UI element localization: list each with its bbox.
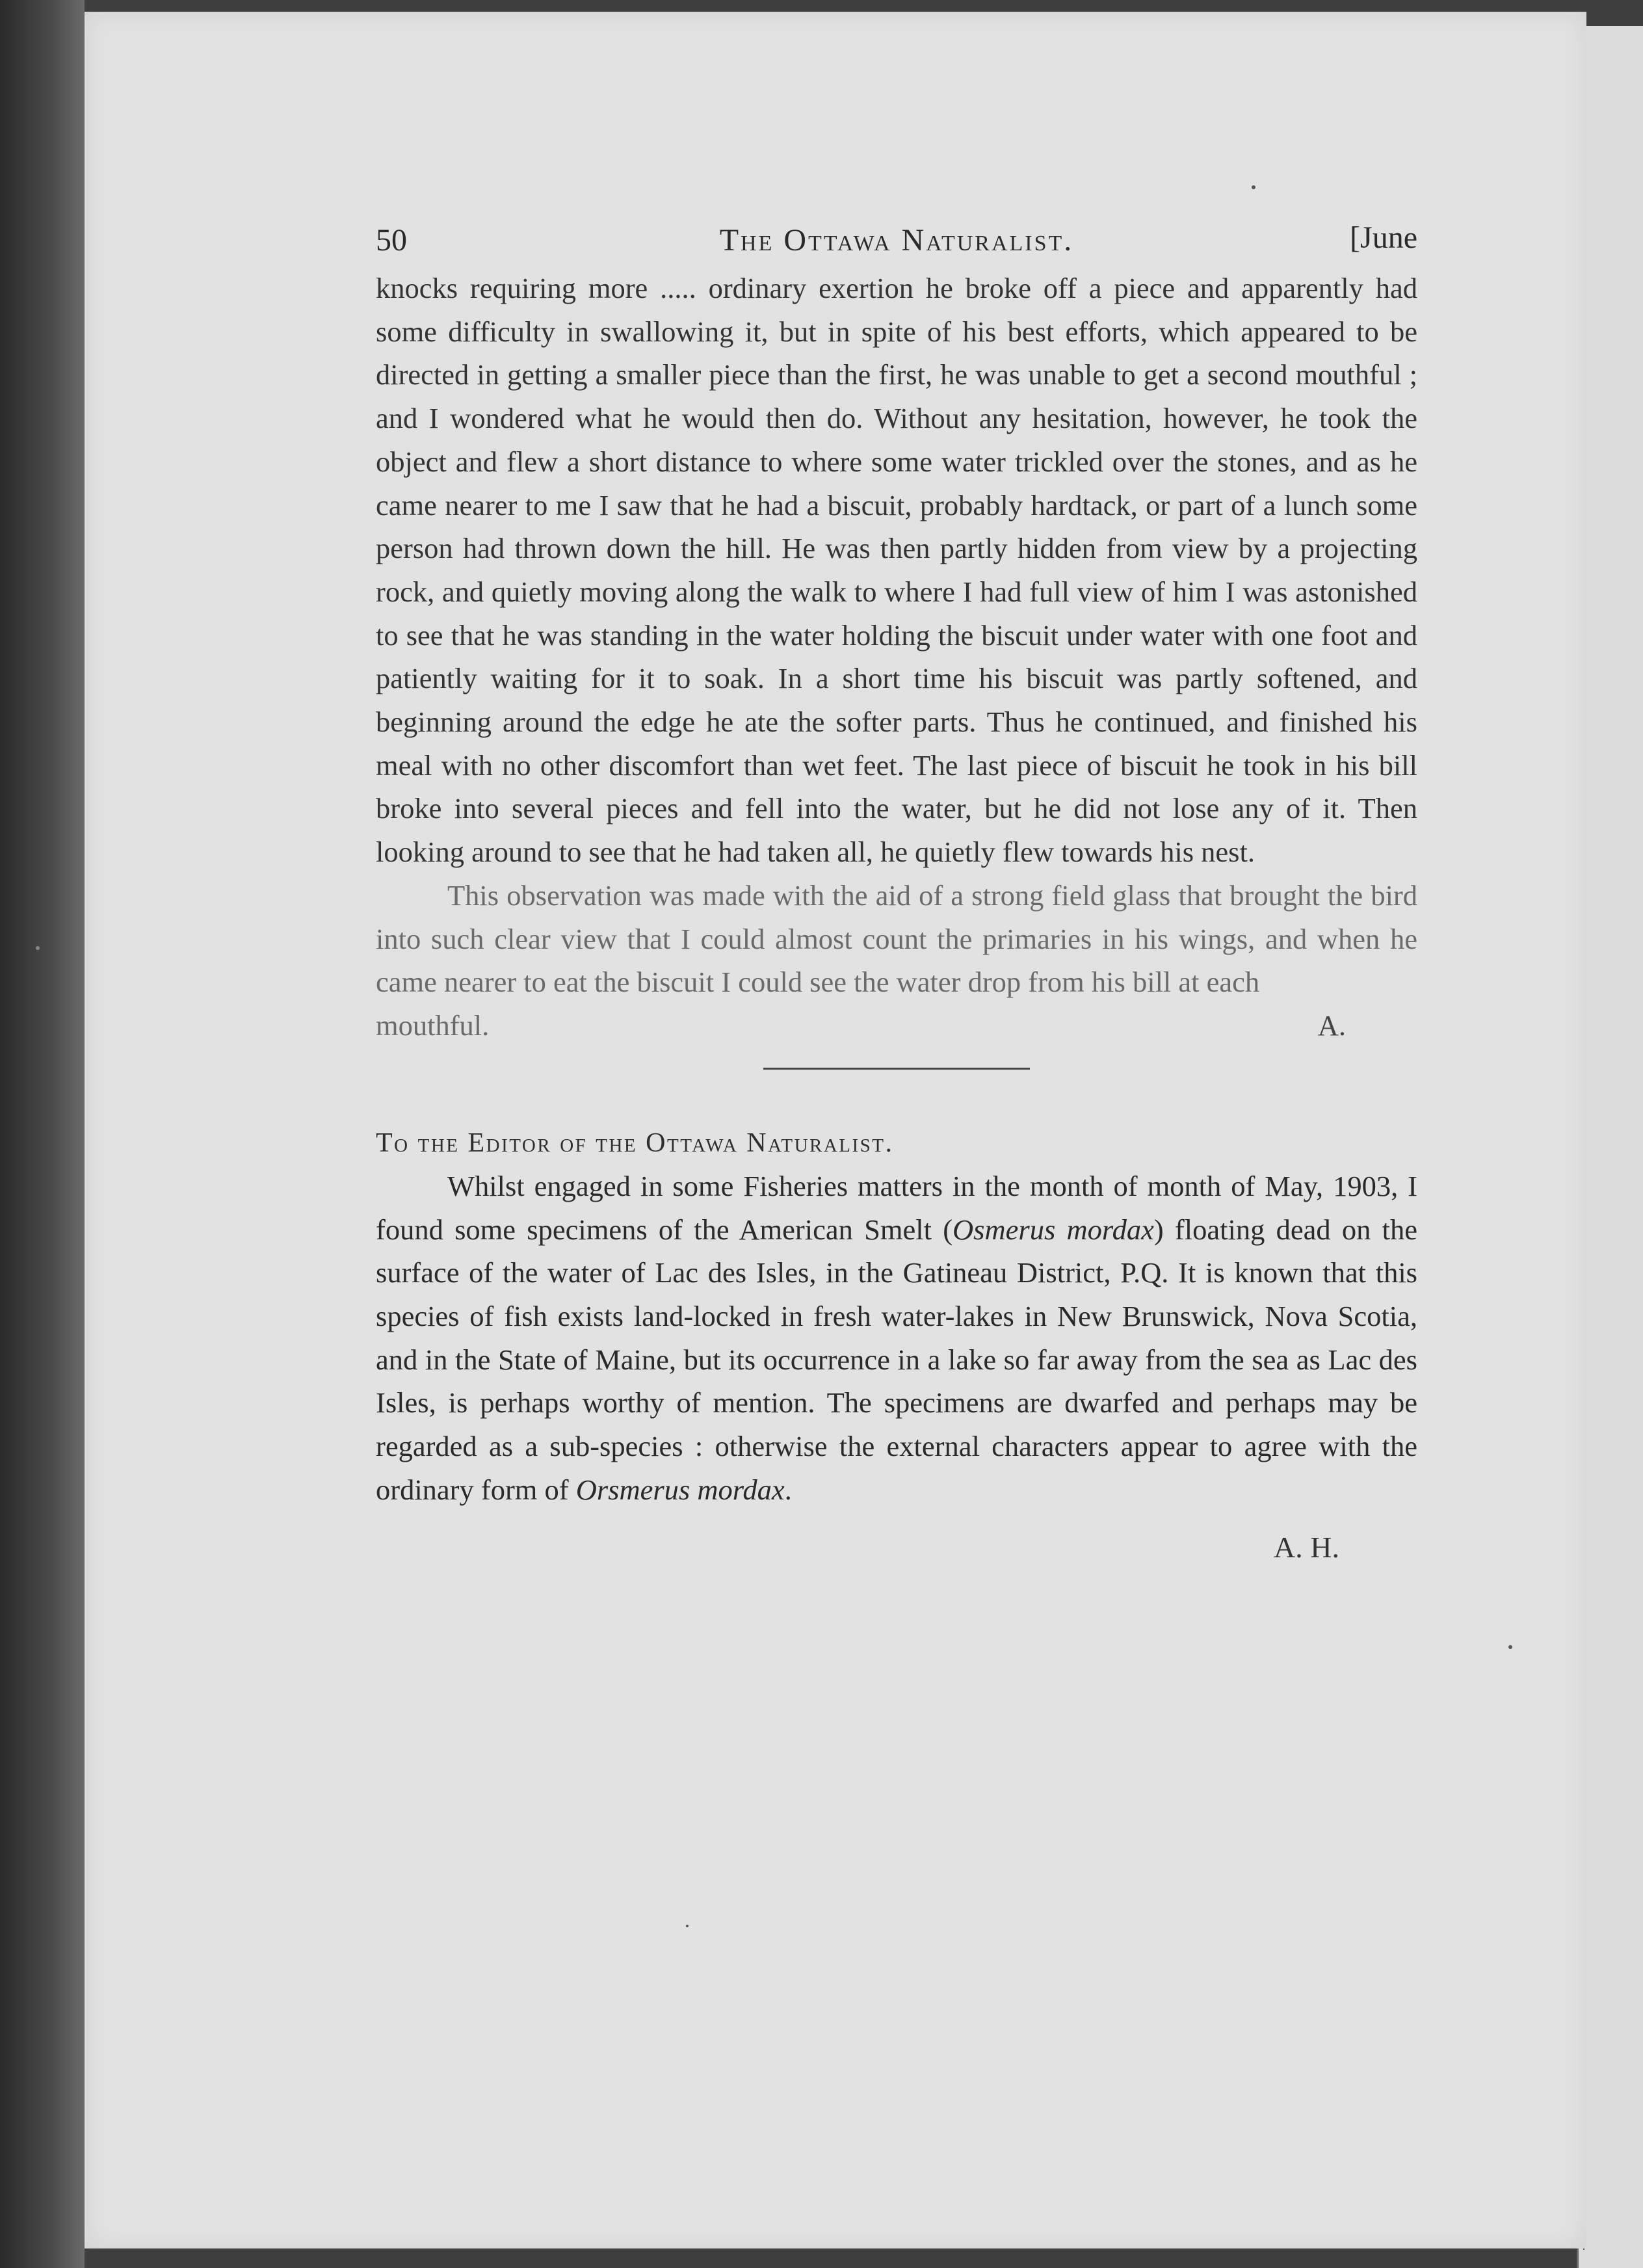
letter-text: ) floating dead on the surface of the water of Lac des Isles, in the Gatineau District, P.Q. It is known that this species of fish exists land-locked in fresh water-lakes in New Brunswick, Nova Scotia, and in the State of Maine, but its occurrence in a lake so far away from the sea as Lac des Isles, is perhaps worthy of mention. The specimens are dwarfed and perhaps may be regarded as a sub-species : otherwise the external characters appear to agree with the ordinary form of: [376, 1213, 1417, 1506]
letter-text: .: [784, 1473, 792, 1506]
letter-signature: A. H.: [1274, 1530, 1339, 1564]
section-divider: [763, 1068, 1030, 1070]
scan-speck: [1252, 185, 1255, 189]
page-content: [376, 215, 1417, 1564]
species-name: Osmerus mordax: [953, 1213, 1154, 1246]
running-head: [376, 215, 1417, 267]
paragraph: This observation was made with the aid of a strong field glass that brought the bird into such clear view that I could almost count the primaries in his wings, and when he came nearer to eat the biscuit I could see the water drop from his bill at each: [376, 878, 1417, 999]
last-line: mouthful.: [376, 1009, 490, 1042]
letter-addressee: To the Editor of the Ottawa Naturalist.: [376, 1127, 894, 1158]
paragraph: knocks requiring more ..... ordinary exertion he broke off a piece and apparently had some difficulty in swallowing it, but in spite of his best efforts, which appeared to be directed in getting a smaller piece than the first, he was unable to get a second mouthful ; and I wondered what he would then do. Without any hesitation, however, he took the object and flew a short distance to where some water trickled over the stones, and as he came nearer to me I saw that he had a biscuit, probably hardtack, or part of a lunch some person had thrown down the hill. He was then partly hidden from view by a projecting rock, and quietly moving along the walk to where I had full view of him I was astonished to see that he was standing in the water holding the biscuit under water with one foot and patiently waiting for it to soak. In a short time his biscuit was partly softened, and beginning around the edge he ate the softer parts. Thus he continued, and finished his meal with no other discomfort than wet feet. The last piece of biscuit he took in his bill broke into several pieces and fell into the water, but he did not lose any of it. Then looking around to see that he had taken all, he quietly flew towards his nest.: [376, 272, 1417, 869]
paragraph: [376, 1165, 1417, 1512]
scan-speck: [686, 1925, 689, 1927]
adjacent-page-edge: [1577, 26, 1643, 2268]
scan-speck: [1508, 1645, 1512, 1649]
letter-body: [376, 1165, 1417, 1512]
author-signature: A.: [1317, 1009, 1346, 1042]
species-name: Orsmerus mordax: [575, 1473, 785, 1506]
scan-speck: [36, 946, 40, 950]
issue-month: [June: [1350, 220, 1417, 255]
letter-text: Whilst engaged in some Fisheries matters in the month of month of May, 1903, I found some specimens of the American Smelt (: [376, 1169, 1417, 1246]
scan-left-margin: [0, 0, 85, 2268]
journal-title: The Ottawa Naturalist.: [719, 223, 1074, 257]
closing-line: [376, 1004, 1417, 1049]
page-number: 50: [376, 223, 407, 257]
article-continuation: [376, 267, 1417, 1049]
